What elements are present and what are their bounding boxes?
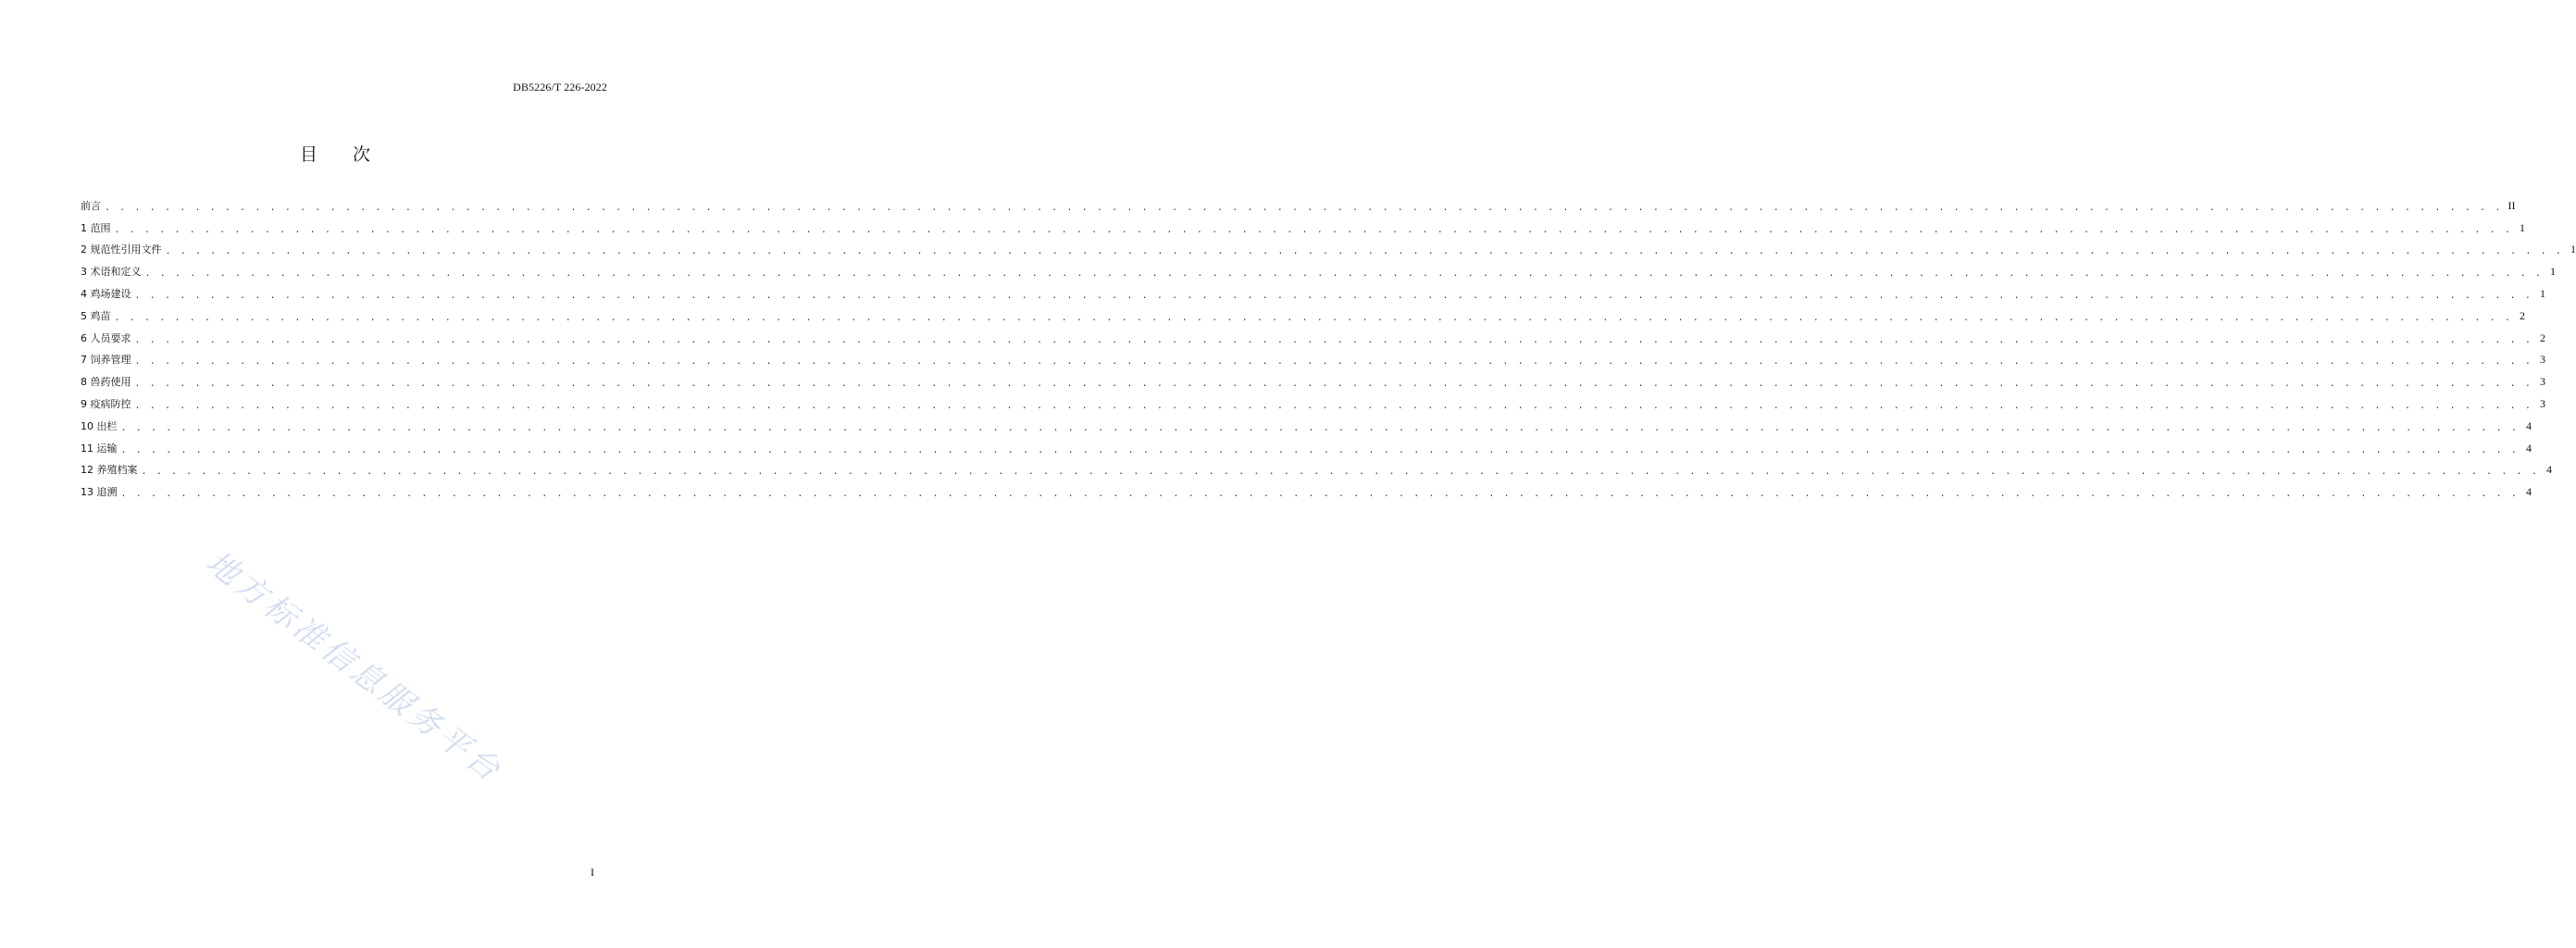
toc-entry-label: 4 鸡场建设 [81, 287, 131, 300]
toc-entry-page: II [2508, 198, 2516, 212]
toc-entry-label: 10 出栏 [81, 419, 118, 432]
toc-dot-leader: . . . . . . . . . . . . . . . . . . . . . . . . . . . . . . . . . . . . . . . . . . . . . . . . . . . . . . . . . . . . . . . . . . . . . . . . . . . . . . . . . . . . . . . . . . . . . . . . . . . . . . . . . . . . . . . . . . . . . . . . . . . . . . . . . . . . . . . . . . . . . . . . . . . . . . . . . . . . . . . . [134, 356, 2532, 368]
toc-dot-leader: . . . . . . . . . . . . . . . . . . . . . . . . . . . . . . . . . . . . . . . . . . . . . . . . . . . . . . . . . . . . . . . . . . . . . . . . . . . . . . . . . . . . . . . . . . . . . . . . . . . . . . . . . . . . . . . . . . . . . . . . . . . . . . . . . . . . . . . . . . . . . . . . . . . . . . . . . . . . . . . . [144, 268, 2543, 280]
toc-entry-label: 2 规范性引用文件 [81, 243, 162, 256]
toc-dot-leader: . . . . . . . . . . . . . . . . . . . . . . . . . . . . . . . . . . . . . . . . . . . . . . . . . . . . . . . . . . . . . . . . . . . . . . . . . . . . . . . . . . . . . . . . . . . . . . . . . . . . . . . . . . . . . . . . . . . . . . . . . . . . . . . . . . . . . . . . . . . . . . . . . . . . . . . . . . . . . . . . [134, 334, 2532, 345]
toc-dot-leader: . . . . . . . . . . . . . . . . . . . . . . . . . . . . . . . . . . . . . . . . . . . . . . . . . . . . . . . . . . . . . . . . . . . . . . . . . . . . . . . . . . . . . . . . . . . . . . . . . . . . . . . . . . . . . . . . . . . . . . . . . . . . . . . . . . . . . . . . . . . . . . . . . . . . . . . . . . . . . . . . [141, 467, 2539, 478]
toc-entry[interactable] [81, 389, 2545, 411]
toc-dot-leader: . . . . . . . . . . . . . . . . . . . . . . . . . . . . . . . . . . . . . . . . . . . . . . . . . . . . . . . . . . . . . . . . . . . . . . . . . . . . . . . . . . . . . . . . . . . . . . . . . . . . . . . . . . . . . . . . . . . . . . . . . . . . . . . . . . . . . . . . . . . . . . . . . . . . . . . . . . . . . . . . [165, 246, 2563, 257]
toc-entry[interactable] [81, 367, 2545, 390]
page-number: I [591, 866, 594, 879]
document-code: DB5226/T 226-2022 [513, 81, 607, 94]
toc-entry[interactable] [81, 279, 2545, 301]
toc-entry[interactable] [81, 256, 2556, 280]
toc-entry-page: 2 [2539, 331, 2545, 344]
toc-dot-leader: . . . . . . . . . . . . . . . . . . . . . . . . . . . . . . . . . . . . . . . . . . . . . . . . . . . . . . . . . . . . . . . . . . . . . . . . . . . . . . . . . . . . . . . . . . . . . . . . . . . . . . . . . . . . . . . . . . . . . . . . . . . . . . . . . . . . . . . . . . . . . . . . . . . . . . . . . . . . . . . . [134, 290, 2532, 301]
toc-dot-leader: . . . . . . . . . . . . . . . . . . . . . . . . . . . . . . . . . . . . . . . . . . . . . . . . . . . . . . . . . . . . . . . . . . . . . . . . . . . . . . . . . . . . . . . . . . . . . . . . . . . . . . . . . . . . . . . . . . . . . . . . . . . . . . . . . . . . . . . . . . . . . . . . . . . . . . . . . . . . . . . . [134, 400, 2532, 411]
toc-entry-page: 1 [2539, 286, 2545, 300]
toc-entry-label: 5 鸡苗 [81, 309, 111, 322]
toc-entry-label: 前言 [81, 199, 101, 212]
watermark: 地方标准信息服务平台 [199, 543, 510, 792]
toc-entry-label: 12 养殖档案 [81, 464, 138, 477]
toc-entry-label: 3 术语和定义 [81, 266, 142, 279]
toc-entry[interactable] [81, 433, 2532, 455]
toc-dot-leader: . . . . . . . . . . . . . . . . . . . . . . . . . . . . . . . . . . . . . . . . . . . . . . . . . . . . . . . . . . . . . . . . . . . . . . . . . . . . . . . . . . . . . . . . . . . . . . . . . . . . . . . . . . . . . . . . . . . . . . . . . . . . . . . . . . . . . . . . . . . . . . . . . . . . . . . . . . . . . . . . [120, 489, 2519, 500]
toc-entry[interactable] [81, 411, 2532, 433]
toc-entry[interactable] [81, 477, 2532, 500]
toc-entry-page: 4 [2525, 441, 2532, 455]
toc-entry-label: 1 范围 [81, 221, 111, 234]
toc-dot-leader: . . . . . . . . . . . . . . . . . . . . . . . . . . . . . . . . . . . . . . . . . . . . . . . . . . . . . . . . . . . . . . . . . . . . . . . . . . . . . . . . . . . . . . . . . . . . . . . . . . . . . . . . . . . . . . . . . . . . . . . . . . . . . . . . . . . . . . . . . . . . . . . . . . . . . . . . . . . . . . . . [120, 444, 2519, 455]
table-of-contents [81, 191, 2576, 500]
toc-entry-page: 4 [2525, 485, 2532, 499]
toc-entry-page: 4 [2545, 463, 2552, 477]
toc-entry[interactable] [81, 301, 2525, 323]
toc-entry-page: 1 [2519, 220, 2525, 234]
toc-entry-label: 9 疫病防控 [81, 397, 131, 410]
toc-entry-label: 13 追溯 [81, 486, 118, 499]
toc-entry[interactable] [81, 345, 2545, 368]
toc-dot-leader: . . . . . . . . . . . . . . . . . . . . . . . . . . . . . . . . . . . . . . . . . . . . . . . . . . . . . . . . . . . . . . . . . . . . . . . . . . . . . . . . . . . . . . . . . . . . . . . . . . . . . . . . . . . . . . . . . . . . . . . . . . . . . . . . . . . . . . . . . . . . . . . . . . . . . . . . . . . . . . . . [114, 312, 2512, 323]
toc-entry-label: 6 人员要求 [81, 331, 131, 344]
toc-entry-page: 1 [2549, 265, 2556, 279]
toc-entry-page: 3 [2539, 353, 2545, 367]
toc-dot-leader: . . . . . . . . . . . . . . . . . . . . . . . . . . . . . . . . . . . . . . . . . . . . . . . . . . . . . . . . . . . . . . . . . . . . . . . . . . . . . . . . . . . . . . . . . . . . . . . . . . . . . . . . . . . . . . . . . . . . . . . . . . . . . . . . . . . . . . . . . . . . . . . . . . . . . . . . . . . . . . . . [114, 224, 2512, 235]
toc-entry-label: 11 运输 [81, 442, 118, 455]
toc-entry[interactable] [81, 235, 2576, 257]
toc-entry-page: 2 [2519, 308, 2525, 322]
toc-entry[interactable] [81, 191, 2516, 213]
toc-entry[interactable] [81, 455, 2552, 478]
toc-entry[interactable] [81, 323, 2545, 345]
toc-entry[interactable] [81, 213, 2525, 235]
toc-entry-page: 3 [2539, 396, 2545, 410]
toc-dot-leader: . . . . . . . . . . . . . . . . . . . . . . . . . . . . . . . . . . . . . . . . . . . . . . . . . . . . . . . . . . . . . . . . . . . . . . . . . . . . . . . . . . . . . . . . . . . . . . . . . . . . . . . . . . . . . . . . . . . . . . . . . . . . . . . . . . . . . . . . . . . . . . . . . . . . . . . . . . . . . . . . [134, 379, 2532, 390]
toc-dot-leader: . . . . . . . . . . . . . . . . . . . . . . . . . . . . . . . . . . . . . . . . . . . . . . . . . . . . . . . . . . . . . . . . . . . . . . . . . . . . . . . . . . . . . . . . . . . . . . . . . . . . . . . . . . . . . . . . . . . . . . . . . . . . . . . . . . . . . . . . . . . . . . . . . . . . . . . . . . . . . . . . [105, 202, 2503, 213]
toc-entry-page: 3 [2539, 375, 2545, 389]
toc-title: 目次 [299, 144, 405, 165]
toc-entry-label: 7 饲养管理 [81, 354, 131, 367]
toc-entry-label: 8 兽药使用 [81, 376, 131, 389]
toc-entry-page: 4 [2525, 418, 2532, 432]
toc-dot-leader: . . . . . . . . . . . . . . . . . . . . . . . . . . . . . . . . . . . . . . . . . . . . . . . . . . . . . . . . . . . . . . . . . . . . . . . . . . . . . . . . . . . . . . . . . . . . . . . . . . . . . . . . . . . . . . . . . . . . . . . . . . . . . . . . . . . . . . . . . . . . . . . . . . . . . . . . . . . . . . . . [120, 422, 2519, 433]
toc-entry-page: 1 [2570, 243, 2576, 256]
